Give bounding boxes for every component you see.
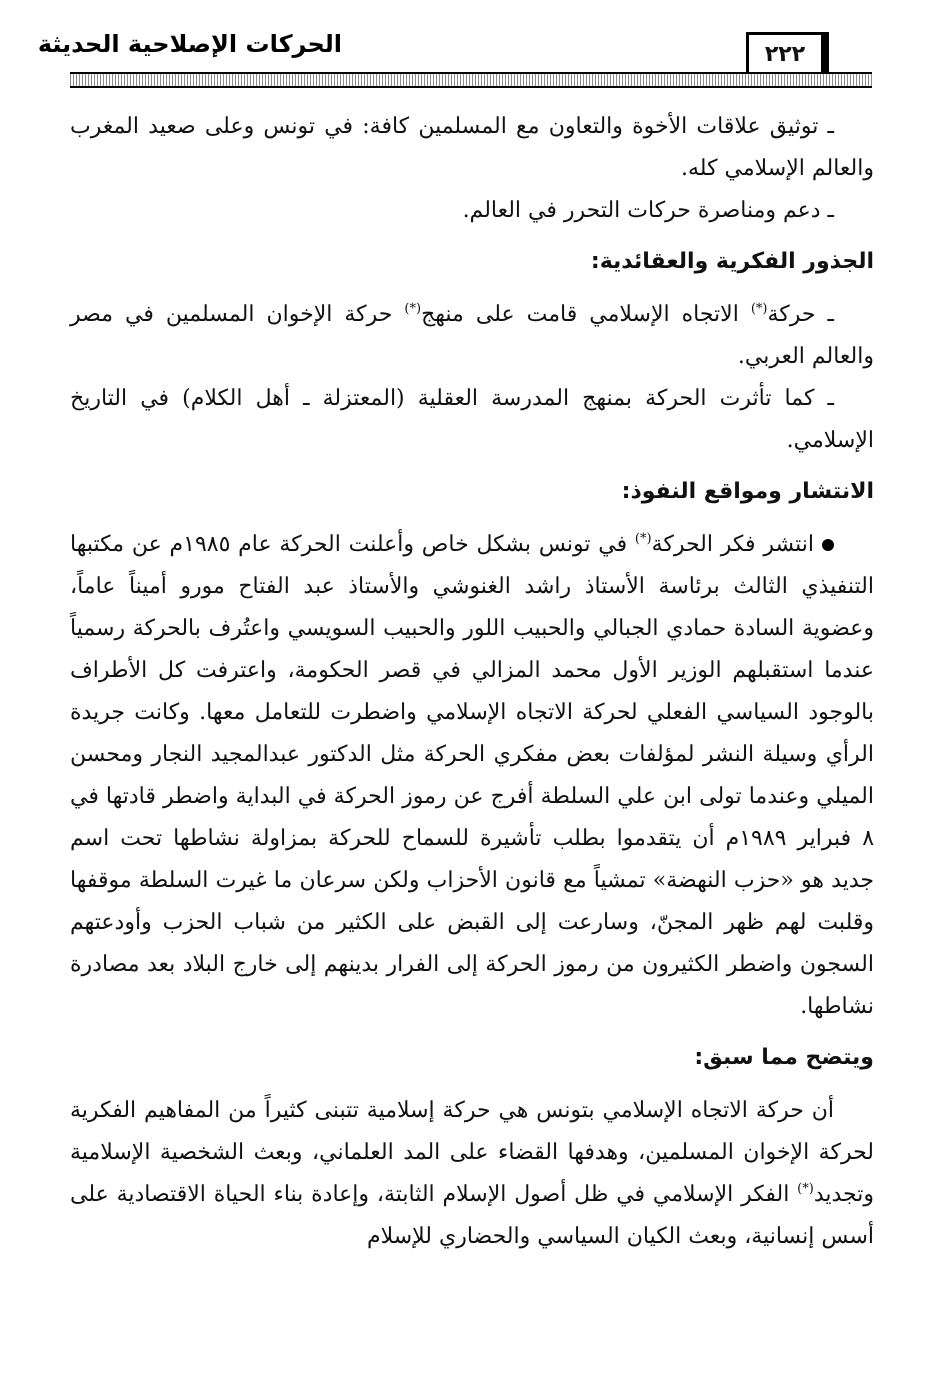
running-title: الحركات الإصلاحية الحديثة	[37, 30, 342, 58]
footnote-marker: (*)	[797, 1181, 814, 1197]
text-run: أن حركة الاتجاه الإسلامي بتونس هي حركة إسلامية تتبنى كثيراً من المفاهيم الفكرية لحركة الإخوان المسلمين، وهدفها القضاء على المد العلماني، وبعث الشخصية الإسلامية وتجديد	[70, 1098, 874, 1207]
text-run: في تونس بشكل خاص وأعلنت الحركة عام ١٩٨٥م عن مكتبها التنفيذي الثالث برئاسة الأستاذ راشد الغنوشي والأستاذ عبد الفتاح مورو أميناً عاماً، وعضوية السادة حمادي الجبالي والحبيب اللور والحبيب السويسي واعتُرف بالحركة رسمياً عندما استقبلهم الوزير الأول محمد المزالي في قصر الحكومة، واعترفت كل الأطراف بالوجود السياسي الفعلي لحركة الاتجاه الإسلامي واضطرت للتعامل معها. وكانت جريدة الرأي وسيلة النشر لمؤلفات بعض مفكري الحركة مثل الدكتور عبدالمجيد النجار ومحسن الميلي وعندما تولى ابن علي السلطة أفرج عن رموز الحركة في البداية واضطر قادتها في ٨ فبراير ١٩٨٩م أن يتقدموا بطلب تأشيرة للسماح للحركة بمزاولة نشاطها تحت اسم جديد هو «حزب النهضة» تمشياً مع قانون الأحزاب ولكن سرعان ما غيرت السلطة موقفها وقلبت لهم ظهر المجنّ، وسارعت إلى القبض على الكثير من شباب الحزب وأودعتهم السجون واضطر الكثيرون من رموز الحركة إلى الفرار بدينهم إلى خارج البلاد بعد مصادرة نشاطها.	[70, 532, 875, 1019]
text-run: حركة الإخوان المسلمين في مصر والعالم العربي.	[70, 302, 874, 369]
page-header	[37, 24, 872, 86]
footnote-marker: (*)	[404, 301, 422, 317]
paragraph-6	[70, 1090, 874, 1258]
paragraph-5	[70, 524, 874, 1028]
paragraph-2: ـ دعم ومناصرة حركات التحرر في العالم.	[462, 198, 834, 223]
footnote-marker: (*)	[750, 301, 768, 317]
paragraph-3	[70, 294, 874, 378]
text-run: الاتجاه الإسلامي قامت على منهج	[421, 302, 751, 327]
section-heading-roots: الجذور الفكرية والعقائدية:	[590, 249, 874, 274]
text-run: الفكر الإسلامي في ظل أصول الإسلام الثابتة، وإعادة بناء الحياة الاقتصادية على أسس إنسانية، وبعث الكيان السياسي والحضاري للإسلام	[70, 1182, 874, 1249]
bullet-icon	[822, 539, 834, 551]
paragraph-4: ـ كما تأثرت الحركة بمنهج المدرسة العقلية (المعتزلة ـ أهل الكلام) في التاريخ الإسلامي.	[70, 386, 874, 453]
page-number: ٢٢٢	[746, 32, 824, 78]
section-heading-conclusion: ويتضح مما سبق:	[694, 1045, 874, 1070]
text-run: ـ حركة	[767, 302, 834, 327]
text-run: انتشر فكر الحركة	[651, 532, 814, 557]
header-rule	[70, 72, 872, 88]
paragraph-1: ـ توثيق علاقات الأخوة والتعاون مع المسلمين كافة: في تونس وعلى صعيد المغرب والعالم الإسلامي كله.	[70, 114, 874, 181]
section-heading-spread: الانتشار ومواقع النفوذ:	[621, 479, 874, 504]
footnote-marker: (*)	[634, 531, 652, 547]
page-body	[70, 106, 874, 1258]
